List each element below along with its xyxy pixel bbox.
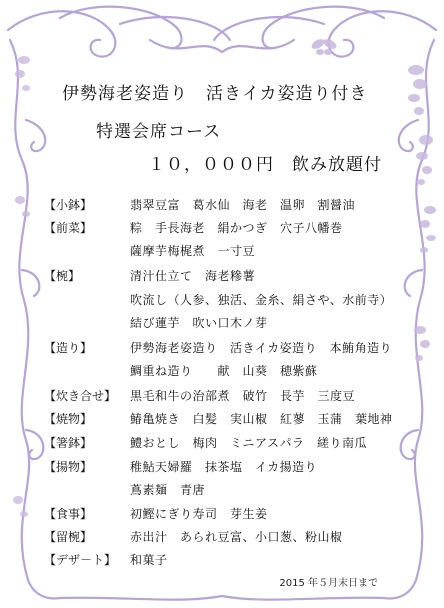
menu-line: 清汁仕立て 海老糝薯 [130,269,256,283]
menu-line: 薩摩芋梅梶煮 一寸豆 [130,244,256,258]
menu-line: 赤出汁 あられ豆富、小口葱、粉山椒 [130,530,343,544]
course-price: １０，０００円 飲み放題付 [148,155,382,175]
validity-note: 2015 年５月末日まで [279,578,378,589]
menu-line: 稚鮎天婦羅 抹茶塩 イカ揚造り [130,460,318,474]
course-title-line1: 伊勢海老姿造り 活きイカ姿造り付き [62,84,368,104]
category-shokuji: 【食事】 [44,507,93,521]
menu-line: 蔦素麺 青唐 [130,483,206,497]
menu-line: 黒毛和牛の治部煮 破竹 長芋 三度豆 [130,389,356,403]
category-takiawase: 【炊き合せ】 [44,389,117,403]
butterfly-icon [310,37,338,55]
category-hashiyasume: 【箸鉢】 [44,436,93,450]
category-yakimono: 【焼物】 [44,412,93,426]
menu-line: 鯛重ね造り 献 山葵 穂紫蘇 [130,364,318,378]
course-title-line2: 特選会席コース [96,122,222,142]
menu-line: 吹流し（人参、独活、金糸、絹さや、水前寺） [130,293,393,307]
menu-line: 粽 手長海老 絹かつぎ 穴子八幡巻 [130,221,343,235]
menu-line: 鰆亀焼き 白髪 実山椒 紅蓼 玉蒲 葉地神 [130,412,393,426]
category-wan: 【椀】 [44,269,81,283]
category-dessert: 【デザ－ト】 [44,553,117,567]
category-tomewan: 【留椀】 [44,530,93,544]
category-zensai: 【前菜】 [44,221,93,235]
menu-line: 翡翠豆富 葛水仙 海老 温卵 割醤油 [130,198,356,212]
menu-line: 結び蓮芋 吹い口木ノ芽 [130,316,268,330]
menu-line: 和菓子 [130,553,168,567]
category-kobachi: 【小鉢】 [44,198,93,212]
menu-line: 初鰹にぎり寿司 芽生姜 [130,507,268,521]
menu-line: 伊勢海老姿造り 活きイカ姿造り 本鮪角造り [130,341,393,355]
menu-line: 鱧おとし 梅肉 ミニアスパラ 縒り南瓜 [130,436,368,450]
category-tsukuri: 【造り】 [44,341,93,355]
category-agemono: 【揚物】 [44,460,93,474]
